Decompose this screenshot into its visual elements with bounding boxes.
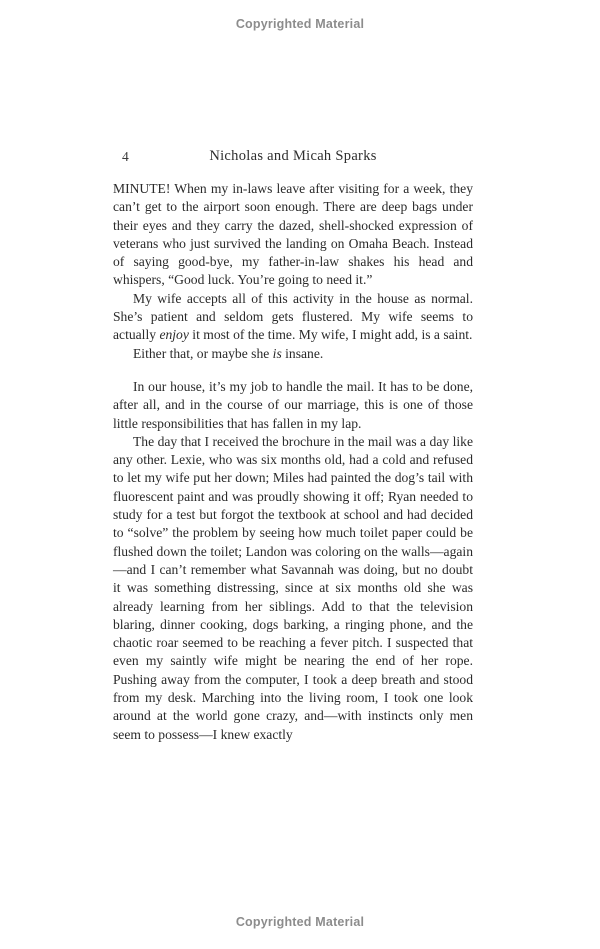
paragraph: Either that, or maybe she is insane. — [133, 345, 324, 361]
paragraph: The day that I received the brochure in the mail was a day like any other. Lexie, who was six months old, had a cold and refused to let my wife put her down; Miles had painted the dog’s tail with fluorescent paint and was proudly showing it off; Ryan needed to study for a test but forgot the textbook at school and had decided to “solve” the problem by seeing how much toilet paper could be flushed down the toilet; Landon was coloring on the walls—again—and I can’t remember what Savannah was doing, but no doubt it was something distressing, since at six months old she was already learning from her siblings. Add to that the television blaring, dinner cooking, dogs barking, a ringing phone, and the chaotic roar seemed to be reaching a fever pitch. I suspected that even my saintly wife might be nearing the end of her rope. Pushing away from the computer, I took a deep breath and stood from my desk. Marching into the living room, I took one look around at the world gone crazy, and—with instincts only men seem to possess—I knew exactly — [113, 433, 473, 742]
italic-text: enjoy — [159, 327, 189, 343]
paragraph: In our house, it’s my job to handle the mail. It has to be done, after all, and in the course of our marriage, this is one of those little responsibilities that has fallen in my lap. — [113, 378, 473, 431]
page-number: 4 — [122, 149, 129, 164]
copyright-notice-bottom: Copyrighted Material — [235, 915, 365, 929]
running-title: Nicholas and Micah Sparks — [209, 148, 377, 164]
running-header — [113, 148, 473, 166]
paragraph: MINUTE! When my in-laws leave after visiting for a week, they can’t get to the airport soon enough. There are deep bags under their eyes and they carry the dazed, shell-shocked expression of veterans who just survived the landing on Omaha Beach. Instead of saying good-bye, my father-in-law shakes his head and whispers, “Good luck. You’re going to need it.” — [113, 181, 473, 288]
copyright-notice-top: Copyrighted Material — [235, 17, 365, 31]
paragraph: My wife accepts all of this activity in the house as normal. She’s patient and seldom gets flustered. My wife seems to actually enjoy it most of the time. My wife, I might add, is a saint. — [113, 290, 473, 343]
body-text — [113, 180, 473, 744]
italic-text: is — [272, 345, 282, 361]
